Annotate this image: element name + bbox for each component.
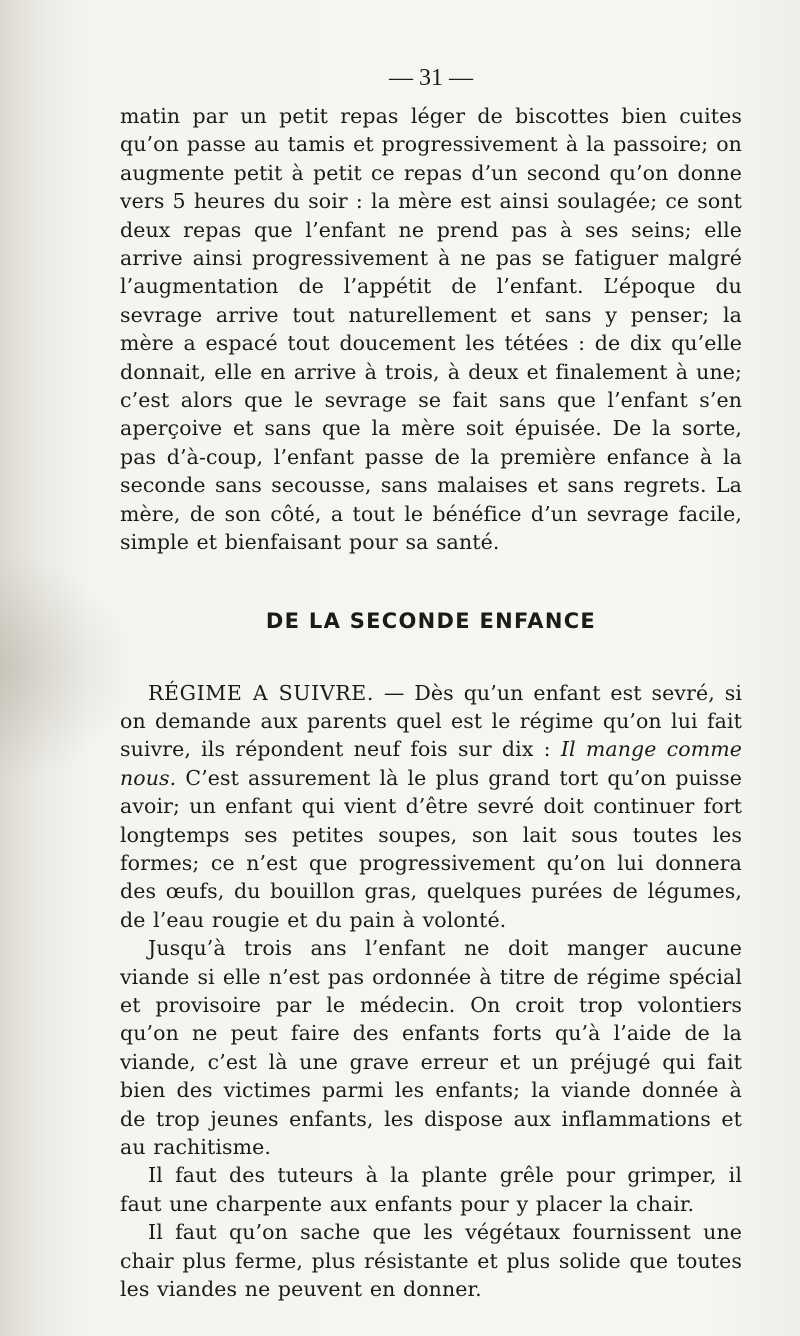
page-content [120, 62, 742, 1303]
paragraph-5: Il faut qu’on sache que les végétaux fournissent une chair plus ferme, plus résistante et plus solide que toutes les viandes ne peuvent en donner. [120, 1220, 742, 1302]
paragraph-2-label: RÉGIME A SUIVRE. [148, 680, 374, 705]
paragraph-2-italic: Il mange comme nous. [120, 737, 742, 790]
paragraph-2-text-a: — Dès qu’un enfant est sevré, si on demande aux parents quel est le régime qu’on lui fait suivre, ils répondent neuf fois sur dix : [120, 680, 742, 762]
paragraph-2 [120, 679, 742, 935]
page-number: — 31 — [389, 65, 473, 91]
section-heading: DE LA SECONDE ENFANCE [265, 608, 597, 633]
paragraph-2-text-b: C’est assurement là le plus grand tort qu’on puisse avoir; un enfant qui vient d’être sevré doit continuer fort longtemps ses petites soupes, son lait sous toutes les formes; ce n’est que progressivement qu’on lui donnera des œufs, du bouillon gras, quelques purées de légumes, de l’eau rougie et du pain à volonté. [120, 765, 742, 932]
paragraph-4: Il faut des tuteurs à la plante grêle pour grimper, il faut une charpente aux enfants pour y placer la chair. [120, 1163, 742, 1216]
paragraph-3: Jusqu’à trois ans l’enfant ne doit manger aucune viande si elle n’est pas ordonnée à titre de régime spécial et provisoire par le médecin. On croit trop volontiers qu’on ne peut faire des enfants forts qu’à l’aide de la viande, c’est là une grave erreur et un préjugé qui fait bien des victimes parmi les enfants; la viande donnée à de trop jeunes enfants, les dispose aux inflammations et au rachitisme. [120, 936, 742, 1159]
paragraph-1: matin par un petit repas léger de biscottes bien cuites qu’on passe au tamis et progressivement à la passoire; on augmente petit à petit ce repas d’un second qu’on donne vers 5 heures du soir : la mère est ainsi soulagée; ce sont deux repas que l’enfant ne prend pas à ses seins; elle arrive ainsi progressivement à ne pas se fatiguer malgré l’augmentation de l’appétit de l’enfant. L’époque du sevrage arrive tout naturellement et sans y penser; la mère a espacé tout doucement les tétées : de dix qu’elle donnait, elle en arrive à trois, à deux et finalement à une; c’est alors que le sevrage se fait sans que l’enfant s’en aperçoive et sans que la mère soit épuisée. De la sorte, pas d’à-coup, l’enfant passe de la première enfance à la seconde sans secousse, sans malaises et sans regrets. La mère, de son côté, a tout le bénéfice d’un sevrage facile, simple et bienfaisant pour sa santé. [120, 104, 742, 555]
